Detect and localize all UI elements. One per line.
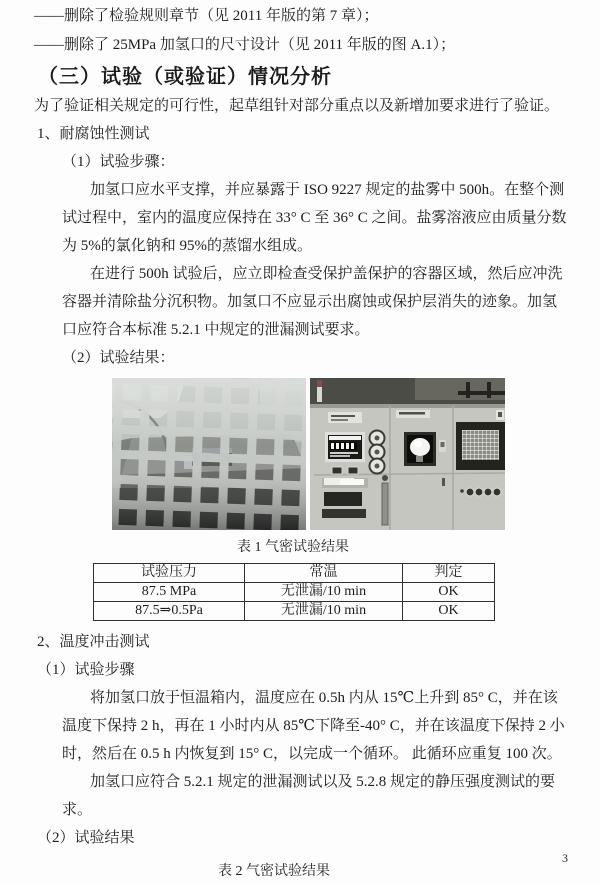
table-row xyxy=(94,583,495,602)
table-cell: OK xyxy=(403,602,495,621)
table1-caption: 表 1 气密试验结果 xyxy=(237,540,349,555)
results-label: （2）试验结果： xyxy=(62,350,175,366)
table2-caption: 表 2 气密试验结果 xyxy=(218,864,330,879)
table-row xyxy=(94,602,495,621)
step-paragraph: 加氢口应水平支撑，并应暴露于 ISO 9227 规定的盐雾中 500h。在整个测试过程中，室内的温度应保持在 33° C 至 36° C 之间。盐雾溶液应由质量分数为 5%的氯化钠和 95%的蒸馏水组成。 xyxy=(62,182,567,254)
sight-tube xyxy=(382,483,388,525)
amendment-line: ——删除了 25MPa 加氢口的尺寸设计（见 2011 年版的图 A.1）； xyxy=(34,37,456,53)
step-paragraph: 加氢口应符合 5.2.1 规定的泄漏测试以及 5.2.8 规定的静压强度测试的要求。 xyxy=(62,774,556,818)
results-label: （2）试验结果 xyxy=(37,830,135,846)
page-number: 3 xyxy=(562,851,568,865)
subsection-title-corrosion-test: 1、耐腐蚀性测试 xyxy=(37,126,150,142)
subsection-title-thermal-shock-test: 2、温度冲击测试 xyxy=(37,634,150,650)
table-cell: 无泄漏/10 min xyxy=(245,583,403,602)
steps-label: （1）试验步骤： xyxy=(62,154,175,170)
table-cell: 87.5⇒0.5Pa xyxy=(94,602,245,621)
table-cell: 无泄漏/10 min xyxy=(245,602,403,621)
step-paragraph: 将加氢口放于恒温箱内，温度应在 0.5h 内从 15℃上升到 85° C，并在该温度下保持 2 h，再在 1 小时内从 85℃下降至-40° C，并在该温度下保持 2 小时，然后在 0.5 h 内恢复到 15° C，以完成一个循环。 此循环应重复 100 次。 xyxy=(62,690,565,762)
pressure-gauges xyxy=(370,431,385,474)
amendment-line: ——删除了检验规则章节（见 2011 年版的第 7 章）； xyxy=(34,8,379,24)
step-paragraph: 在进行 500h 试验后，应立即检查受保护盖保护的容器区域，然后应冲洗容器并清除盐分沉积物。加氢口不应显示出腐蚀或保护层消失的迹象。加氢口应符合本标准 5.2.1 中规定的泄漏测试要求。 xyxy=(62,266,563,338)
table-cell: OK xyxy=(403,583,495,602)
table-cell: 87.5 MPa xyxy=(94,583,245,602)
test-photos-row xyxy=(34,378,568,530)
intro-paragraph: 为了验证相关规定的可行性，起草组针对部分重点以及新增加要求进行了验证。 xyxy=(34,98,560,114)
test-bench-photo xyxy=(310,378,505,530)
table1-header-ambient: 常温 xyxy=(245,564,403,583)
table-header-row xyxy=(94,564,495,583)
table1-header-verdict: 判定 xyxy=(403,564,495,583)
table1-header-pressure: 试验压力 xyxy=(94,564,245,583)
section-heading: （三）试验（或验证）情况分析 xyxy=(38,66,332,88)
steps-label: （1）试验步骤 xyxy=(37,662,135,678)
salt-spray-chamber-photo xyxy=(112,378,306,530)
table1-air-tightness-results xyxy=(93,563,495,621)
